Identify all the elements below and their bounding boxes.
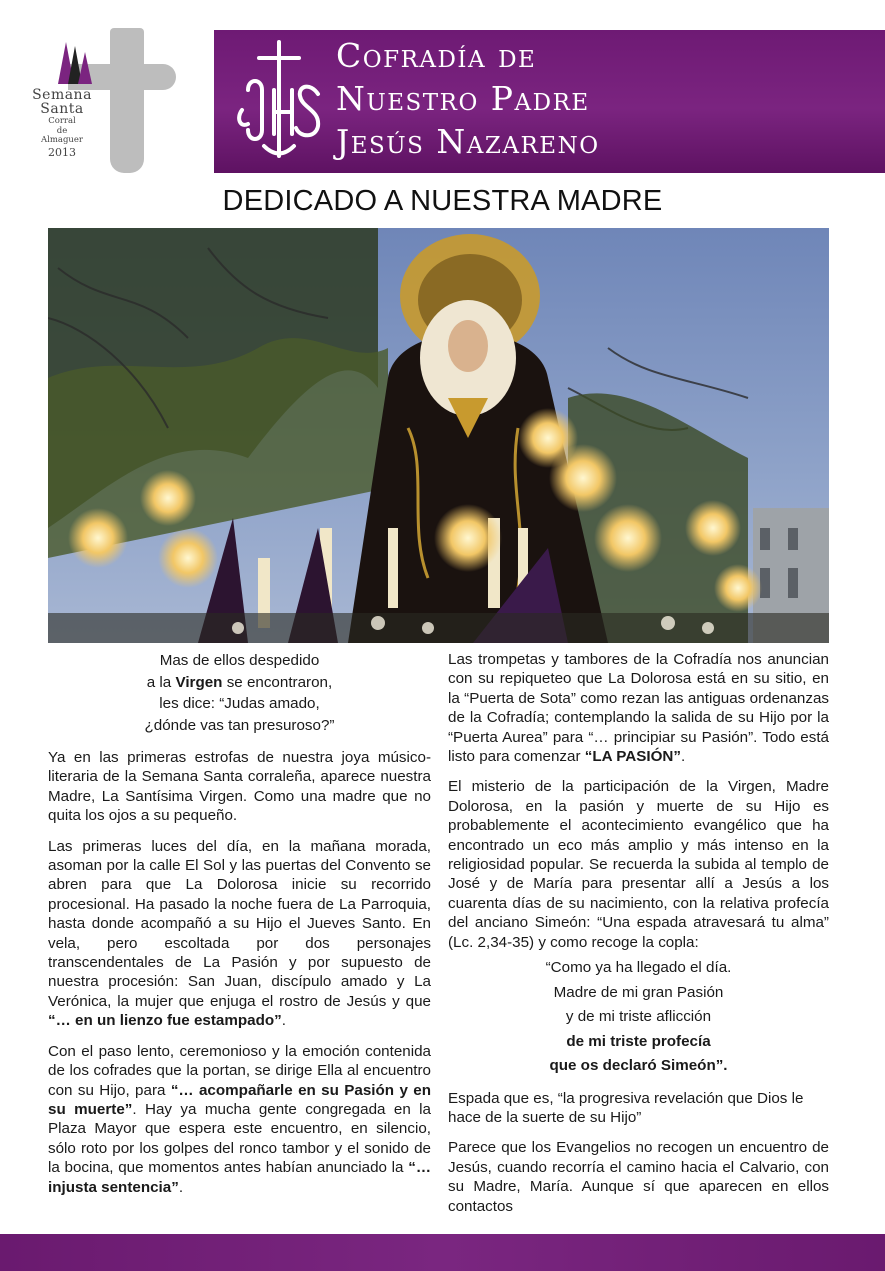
cross-icon — [110, 28, 144, 173]
footer-bar — [0, 1234, 885, 1271]
verse-line: y de mi triste aflicción — [565, 1008, 712, 1026]
nazareno-hoods-icon — [54, 42, 94, 84]
logo-line5: Almaguer — [41, 135, 83, 145]
logo-text — [22, 88, 102, 158]
bold-quote: “… acompañarle en su Pasión y en su muerte” — [48, 1081, 431, 1118]
verse-line: ¿dónde vas tan presuroso?” — [144, 716, 335, 734]
verse-line: “Como ya ha llegado el día. — [545, 959, 732, 977]
left-column — [48, 650, 431, 1197]
article-headline: DEDICADO A NUESTRA MADRE — [222, 185, 663, 217]
bold-quote: “… injusta sentencia” — [48, 1159, 431, 1196]
text-run: Las primeras luces del día, en la mañana morada, asoman por la calle El Sol y las puertas del Convento se abren para que La Dolorosa inicie su recorrido procesional. Ha pasado la noche fuera de La Parroquia, hasta donde acompañó a su Hijo el Jueves Santo. En vela, pero escoltada por dos personajes transcendentales de La Pasión y por supuesto de nuestra procesión: San Juan, discípulo amado y La Verónica, la mujer que enjuga el rostro de Jesús y que — [48, 837, 431, 1010]
photo-illustration — [48, 228, 829, 643]
semana-santa-logo — [18, 28, 188, 178]
verse-line: les dice: “Judas amado, — [159, 695, 320, 712]
text-run: Las trompetas y tambores de la Cofradía nos anuncian con su repiqueteo que La Dolorosa está en su sitio, en la “Puerta de Sota” como rezan las antiguas ordenanzas de la Cofradía; contemplando la salida de su Hijo por la “Puerta Aurea” para “… principiar su Pasión”. Todo está listo para comenzar — [448, 651, 829, 766]
logo-line1: Semana — [32, 87, 92, 103]
virgin-procession-photo — [48, 228, 829, 643]
brotherhood-title — [336, 34, 600, 163]
opening-verse — [48, 650, 431, 736]
header-banner — [214, 30, 885, 173]
verse-bold-word: Virgen — [175, 673, 223, 691]
title-line3: Jesús Nazareno — [336, 122, 600, 161]
logo-line2: Santa — [40, 101, 84, 117]
copla-verse — [448, 956, 829, 1079]
text-run: . — [680, 748, 686, 766]
paragraph: El misterio de la participación de la Virgen, Madre Dolorosa, en la pasión y muerte de su Hijo es probablemente el acontecimiento evangélico que ha encontrado un eco más amplio y más intenso en la religiosidad popular. Se recuerda la subida al templo de José y de María para presentar allí a Jesús a los cuarenta días de su nacimiento, con la relativa profecía del anciano Simeón: “Una espada atravesará tu alma” (Lc. 2,34-35) y como recoge la copla: — [448, 778, 829, 951]
ihs-emblem-icon — [234, 38, 324, 163]
paragraph: Ya en las primeras estrofas de nuestra joya músico-literaria de la Semana Santa corraleña, aparece nuestra Madre, La Santísima Virgen. Como una madre que no quita los ojos a su pequeño. — [48, 749, 431, 825]
verse-line: de mi triste profecía — [566, 1032, 711, 1050]
paragraph — [48, 837, 431, 1031]
logo-line3: Corral — [48, 116, 76, 126]
paragraph — [48, 1042, 431, 1197]
verse-line: a la Virgen se encontraron, — [146, 673, 333, 691]
paragraph: Parece que los Evangelios no recogen un encuentro de Jesús, cuando recorría el camino hacia el Calvario, con su Madre, María. Aunque sí que aparecen en ellos contactos — [448, 1139, 829, 1215]
verse-line: Mas de ellos despedido — [159, 652, 320, 669]
title-line1: Cofradía de — [336, 36, 537, 75]
logo-line4: de — [56, 125, 68, 136]
paragraph — [448, 650, 829, 766]
verse-line: que os declaró Simeón”. — [549, 1057, 728, 1075]
paragraph: Espada que es, “la progresiva revelación que Dios le hace de la suerte de su Hijo” — [448, 1089, 804, 1126]
text-run: Con el paso lento, ceremonioso y la emoción contenida de los cofrades que la portan, se dirige Ella al encuentro con su Hijo, para — [48, 1042, 431, 1099]
title-line2: Nuestro Padre — [336, 79, 590, 118]
bold-quote: “… en un lienzo fue estampado” — [48, 1012, 282, 1030]
bold-quote: “LA PASIÓN” — [584, 748, 681, 766]
text-run: . Hay ya mucha gente congregada en la Plaza Mayor que espera este encuentro, en silencio, sólo roto por los golpes del ronco tambor y el sonido de la bocina, que momentos antes habían anunciado la — [48, 1100, 431, 1177]
verse-line: Madre de mi gran Pasión — [553, 983, 724, 1001]
logo-year: 2013 — [48, 145, 76, 159]
text-run: . — [178, 1178, 184, 1196]
text-run: . — [281, 1012, 286, 1030]
right-column — [448, 650, 829, 1216]
